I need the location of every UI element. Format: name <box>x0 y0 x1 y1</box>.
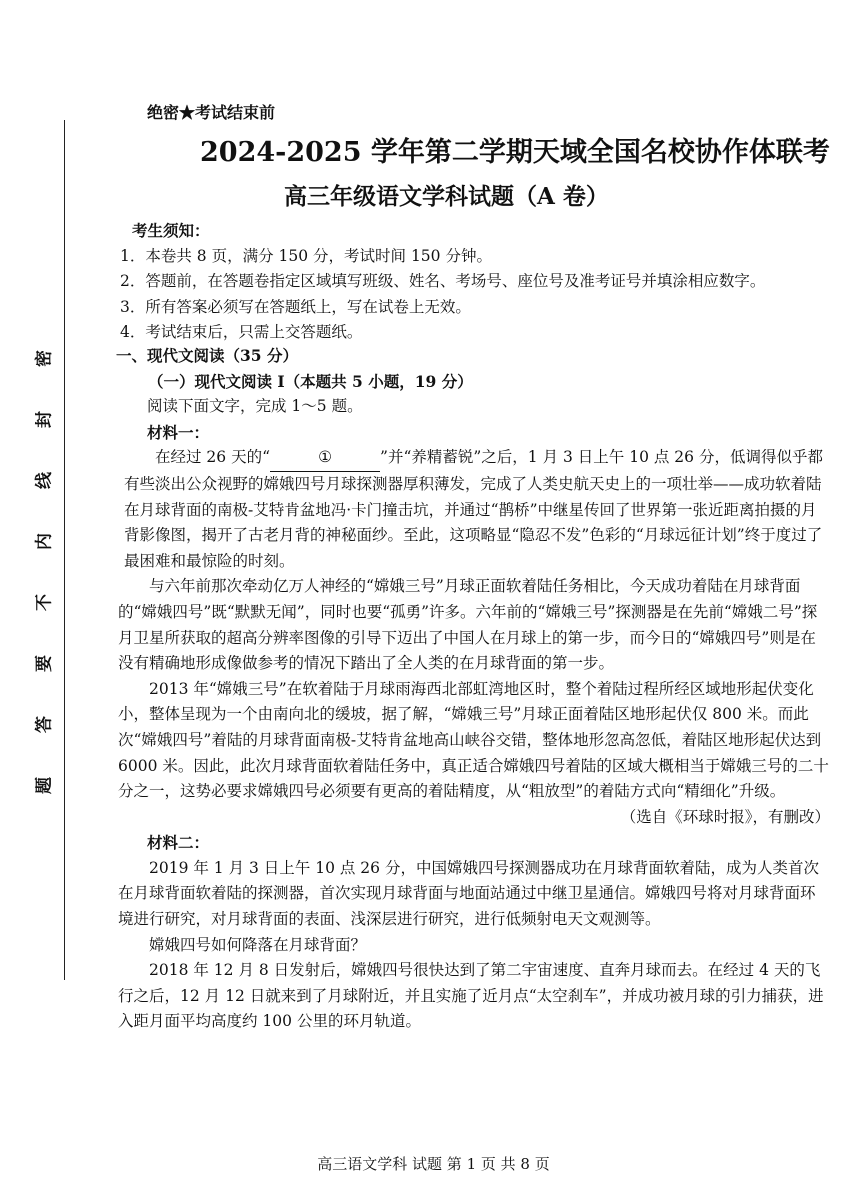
binding-warning: 题答要不内线封密 <box>34 306 55 794</box>
exam-title: 2024-2025 学年第二学期天域全国名校协作体联考 <box>200 137 830 168</box>
material1-source: （选自《环球时报》，有删改） <box>620 807 830 826</box>
material2-paragraph: 2019 年 1 月 3 日上午 10 点 26 分，中国嫦娥四号探测器成功在月球背面软着陆，成为人类首次在月球背面软着陆的探测器，首次实现月球背面与地面站通过中继卫星通信。嫦娥四号将对月球背面环境进行研究，对月球背面的表面、浅深层进行研究，进行低频射电天文观测等。 <box>118 858 819 929</box>
notice-item: 1．本卷共 8 页，满分 150 分，考试时间 150 分钟。 <box>120 246 492 265</box>
notice-heading: 考生须知： <box>132 221 210 240</box>
material2-label: 材料二： <box>147 833 210 853</box>
section-instruction: 阅读下面文字，完成 1～5 题。 <box>147 397 363 416</box>
notice-item: 4．考试结束后，只需上交答题纸。 <box>120 323 363 342</box>
section-subtitle: （一）现代文阅读 I（本题共 5 小题，19 分） <box>148 371 473 391</box>
material1-text: 在经过 26 天的“ <box>155 448 271 467</box>
page-footer: 高三语文学科 试题 第 1 页 共 8 页 <box>317 1155 550 1173</box>
material1-paragraph <box>124 445 830 574</box>
material1-paragraph: 2013 年“嫦娥三号”在软着陆于月球雨海西北部虹湾地区时，整个着陆过程所经区域地形起伏变化小，整体呈现为一个由南向北的缓坡，据了解，“嫦娥三号”月球正面着陆区地形起伏仅 800 米。而此次“嫦娥四号”着陆的月球背面南极-艾特肯盆地高山峡谷交错，整体地形忽高忽低，着陆区地形起伏达到 6000 米。因此，此次月球背面软着陆任务中，真正适合嫦娥四号着陆的区域大概相当于嫦娥三号的二十分之一，这势必要求嫦娥四号必须要有更高的着陆精度，从“粗放型”的着陆方式向“精细化”升级。 <box>118 679 829 801</box>
notice-section <box>118 218 830 346</box>
reading-section <box>118 343 830 1035</box>
notice-item: 2．答题前，在答题卷指定区域填写班级、姓名、考场号、座位号及准考证号并填涂相应数字。 <box>120 272 766 291</box>
blank-1: ① <box>270 445 380 472</box>
notice-item: 3．所有答案必须写在答题纸上，写在试卷上无效。 <box>120 297 471 316</box>
section-title: 一、现代文阅读（35 分） <box>116 346 298 365</box>
material1-label: 材料一： <box>147 422 210 442</box>
material1-text: ”并“养精蓄锐”之后，1 月 3 日上午 10 点 26 分，低调得似乎都有些淡出公众视野的嫦娥四号月球探测器厚积薄发，完成了人类史航天史上的一项壮举——成功软着陆在月球背面的南极-艾特肯盆地冯·卡门撞击坑，并通过“鹊桥”中继星传回了世界第一张近距离拍摄的月背影像图，揭开了古老月背的神秘面纱。至此，这项略显“隐忍不发”色彩的“月球远征计划”终于度过了最困难和最惊险的时刻。 <box>124 448 823 570</box>
material2-paragraph: 2018 年 12 月 8 日发射后，嫦娥四号很快达到了第二宇宙速度、直奔月球而去。在经过 4 天的飞行之后，12 月 12 日就来到了月球附近，并且实施了近月点“太空刹车”，并成功被月球的引力捕获，进入距月面平均高度约 100 公里的环月轨道。 <box>118 961 824 1031</box>
confidential-label: 绝密★考试结束前 <box>147 103 276 122</box>
material1-paragraph: 与六年前那次牵动亿万人神经的“嫦娥三号”月球正面软着陆任务相比，今天成功着陆在月球背面的“嫦娥四号”既“默默无闻”，同时也要“孤勇”许多。六年前的“嫦娥三号”探测器是在先前“嫦娥二号”探月卫星所获取的超高分辨率图像的引导下迈出了中国人在月球上的第一步，而今日的“嫦娥四号”则是在没有精确地形成像做参考的情况下踏出了全人类的在月球背面的第一步。 <box>118 577 818 673</box>
exam-subtitle: 高三年级语文学科试题（A 卷） <box>284 183 609 210</box>
binding-margin <box>0 120 65 980</box>
material2-paragraph: 嫦娥四号如何降落在月球背面？ <box>149 935 367 954</box>
